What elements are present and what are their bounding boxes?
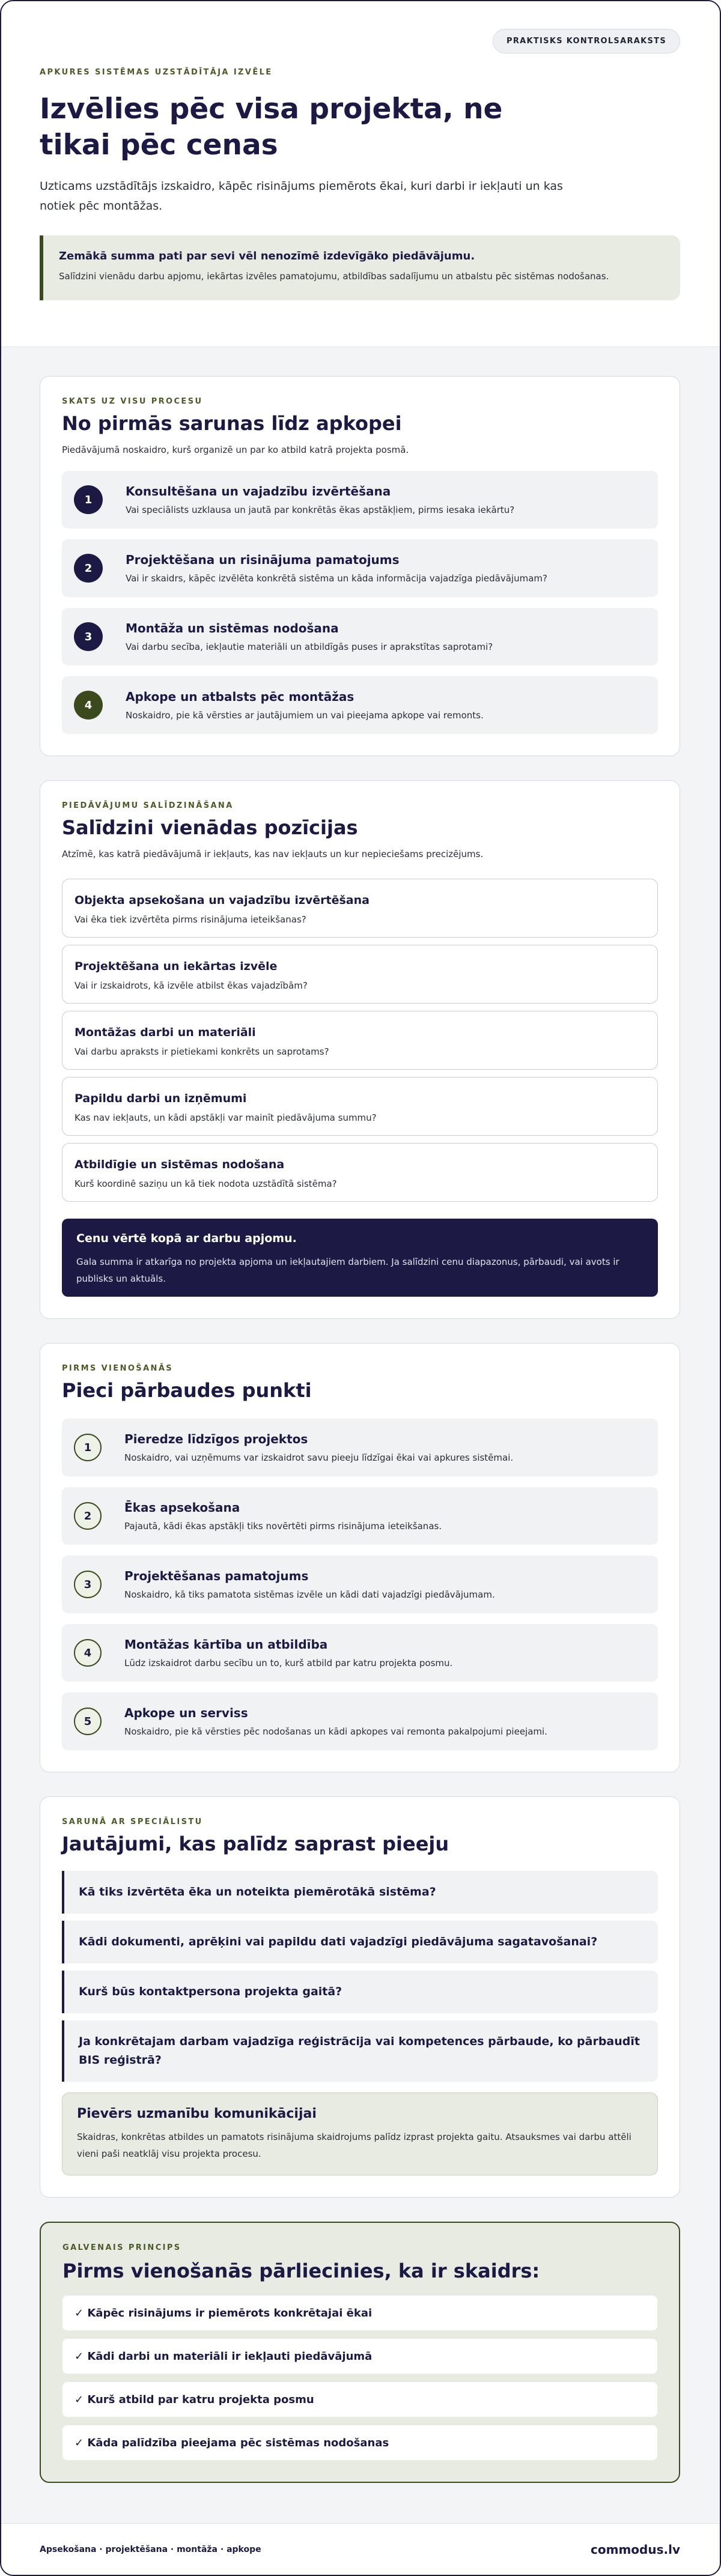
compare-item-desc: Kas nav iekļauts, un kādi apstākļi var mainīt piedāvājuma summu? bbox=[75, 1112, 377, 1123]
step-title: Konsultēšana un vajadzību izvērtēšana bbox=[126, 484, 391, 499]
questions-card bbox=[40, 1796, 680, 2198]
check-number: 5 bbox=[74, 1708, 102, 1735]
check-title: Montāžas kārtība un atbildība bbox=[124, 1637, 328, 1652]
check-item bbox=[62, 1693, 658, 1750]
compare-title: Salīdzini vienādas pozīcijas bbox=[62, 816, 358, 839]
question-item: Ja konkrētajam darbam vajadzīga reģistrācija vai kompetences pārbaude, ko pārbaudīt BIS reģistrā? bbox=[62, 2020, 658, 2082]
checks-card bbox=[40, 1343, 680, 1772]
process-step bbox=[62, 608, 658, 665]
compare-item bbox=[62, 1143, 658, 1202]
price-note-box bbox=[62, 1219, 658, 1297]
footer-tagline: Apsekošana · projektēšana · montāža · apkope bbox=[40, 2544, 261, 2554]
check-number: 1 bbox=[74, 1434, 102, 1461]
check-desc: Lūdz izskaidrot darbu secību un to, kurš atbild par katru projekta posmu. bbox=[124, 1658, 453, 1668]
step-number: 3 bbox=[74, 622, 103, 651]
step-number: 1 bbox=[74, 485, 103, 514]
compare-subtitle: Atzīmē, kas katrā piedāvājumā ir iekļauts, kas nav iekļauts un kur nepieciešams precizējums. bbox=[62, 849, 484, 859]
footer bbox=[1, 2523, 720, 2575]
check-number: 3 bbox=[74, 1571, 102, 1598]
compare-item-title: Projektēšana un iekārtas izvēle bbox=[75, 960, 278, 973]
step-number: 4 bbox=[74, 691, 103, 720]
process-step bbox=[62, 539, 658, 597]
check-title: Projektēšanas pamatojums bbox=[124, 1569, 309, 1583]
process-card bbox=[40, 376, 680, 756]
price-note-text: Gala summa ir atkarīga no projekta apjoma un iekļautajiem darbiem. Ja salīdzini cenu diapazonus, pārbaudi, vai avots ir publisks un aktuāls. bbox=[76, 1256, 619, 1284]
step-title: Montāža un sistēmas nodošana bbox=[126, 621, 339, 635]
compare-item-title: Atbildīgie un sistēmas nodošana bbox=[75, 1158, 285, 1171]
questions-title: Jautājumi, kas palīdz saprast pieeju bbox=[62, 1832, 449, 1855]
step-desc: Vai darbu secība, iekļautie materiāli un atbildīgās puses ir aprakstītas saprotami? bbox=[126, 641, 493, 652]
compare-item-desc: Vai ēka tiek izvērtēta pirms risinājuma ieteikšanas? bbox=[75, 914, 306, 925]
checks-title: Pieci pārbaudes punkti bbox=[62, 1379, 312, 1402]
questions-eyebrow: SARUNĀ AR SPECIĀLISTU bbox=[62, 1817, 203, 1826]
checklist-badge: PRAKTISKS KONTROLSARAKSTS bbox=[493, 29, 680, 53]
hero-section bbox=[1, 1, 720, 347]
check-desc: Noskaidro, kā tiks pamatota sistēmas izvēle un kādi dati vajadzīgi piedāvājumam. bbox=[124, 1589, 495, 1600]
callout-title: Zemākā summa pati par sevi vēl nenozīmē izdevīgāko piedāvājumu. bbox=[59, 250, 475, 262]
process-step bbox=[62, 471, 658, 529]
compare-item-title: Papildu darbi un izņēmumi bbox=[75, 1092, 247, 1105]
process-eyebrow: SKATS UZ VISU PROCESU bbox=[62, 397, 203, 406]
step-desc: Vai speciālists uzklausa un jautā par konkrētās ēkas apstākļiem, pirms iesaka iekārtu? bbox=[126, 505, 515, 515]
hero-eyebrow: APKURES SISTĒMAS UZSTĀDĪTĀJA IZVĒLE bbox=[40, 68, 273, 77]
check-item bbox=[62, 1556, 658, 1613]
compare-item bbox=[62, 1011, 658, 1070]
principle-card bbox=[40, 2222, 680, 2483]
process-title: No pirmās sarunas līdz apkopei bbox=[62, 412, 402, 435]
check-number: 4 bbox=[74, 1639, 102, 1667]
footer-brand-link[interactable]: commodus.lv bbox=[591, 2542, 680, 2557]
compare-item bbox=[62, 1077, 658, 1136]
check-title: Ēkas apsekošana bbox=[124, 1500, 240, 1515]
check-desc: Noskaidro, pie kā vērsties pēc nodošanas un kādi apkopes vai remonta pakalpojumi pieejami. bbox=[124, 1726, 547, 1737]
compare-eyebrow: PIEDĀVĀJUMU SALĪDZINĀŠANA bbox=[62, 801, 234, 810]
check-item bbox=[62, 1624, 658, 1682]
compare-item-desc: Vai ir izskaidrots, kā izvēle atbilst ēkas vajadzībām? bbox=[75, 980, 308, 991]
note-title: Pievērs uzmanību komunikācijai bbox=[77, 2106, 317, 2121]
check-item bbox=[62, 1487, 658, 1545]
callout-text: Salīdzini vienādu darbu apjomu, iekārtas izvēles pamatojumu, atbildības sadalījumu un atbalstu pēc sistēmas nodošanas. bbox=[59, 271, 609, 282]
compare-item-desc: Kurš koordinē saziņu un kā tiek nodota uzstādītā sistēma? bbox=[75, 1178, 337, 1189]
question-item: Kurš būs kontaktpersona projekta gaitā? bbox=[62, 1971, 658, 2013]
note-text: Skaidras, konkrētas atbildes un pamatots risinājuma skaidrojums palīdz izprast projekta gaitu. Atsauksmes vai darbu attēli vieni paši neatklāj visu projekta procesu. bbox=[77, 2132, 631, 2159]
check-title: Pieredze līdzīgos projektos bbox=[124, 1432, 308, 1446]
check-item bbox=[62, 1419, 658, 1476]
check-number: 2 bbox=[74, 1502, 102, 1530]
step-title: Projektēšana un risinājuma pamatojums bbox=[126, 553, 400, 567]
hero-lead: Uzticams uzstādītājs izskaidro, kāpēc risinājums piemērots ēkai, kuri darbi ir iekļauti un kas notiek pēc montāžas. bbox=[40, 180, 563, 213]
step-number: 2 bbox=[74, 554, 103, 583]
compare-card bbox=[40, 780, 680, 1319]
principle-eyebrow: GALVENAIS PRINCIPS bbox=[62, 2243, 181, 2252]
price-note-title: Cenu vērtē kopā ar darbu apjomu. bbox=[76, 1232, 297, 1245]
check-desc: Noskaidro, vai uzņēmums var izskaidrot savu pieeju līdzīgai ēkai vai apkures sistēmai. bbox=[124, 1452, 514, 1463]
check-title: Apkope un serviss bbox=[124, 1706, 248, 1720]
step-desc: Vai ir skaidrs, kāpēc izvēlēta konkrētā sistēma un kāda informācija vajadzīga piedāvājumam? bbox=[126, 573, 547, 584]
hero-callout bbox=[40, 235, 680, 300]
compare-item-title: Objekta apsekošana un vajadzību izvērtēšana bbox=[75, 894, 370, 907]
question-item: Kādi dokumenti, aprēķini vai papildu dati vajadzīgi piedāvājuma sagatavošanai? bbox=[62, 1921, 658, 1963]
check-desc: Pajautā, kādi ēkas apstākļi tiks novērtēti pirms risinājuma ieteikšanas. bbox=[124, 1521, 442, 1532]
compare-item-title: Montāžas darbi un materiāli bbox=[75, 1026, 256, 1039]
principle-item: ✓ Kāpēc risinājums ir piemērots konkrētajai ēkai bbox=[62, 2296, 657, 2330]
compare-item bbox=[62, 945, 658, 1004]
principle-title: Pirms vienošanās pārliecinies, ka ir skaidrs: bbox=[62, 2259, 540, 2282]
process-step bbox=[62, 676, 658, 734]
checks-eyebrow: PIRMS VIENOŠANĀS bbox=[62, 1364, 174, 1373]
page-title: Izvēlies pēc visa projekta, ne tikai pēc cenas bbox=[40, 92, 503, 162]
principle-item: ✓ Kādi darbi un materiāli ir iekļauti piedāvājumā bbox=[62, 2339, 657, 2374]
step-title: Apkope un atbalsts pēc montāžas bbox=[126, 689, 354, 704]
communication-note bbox=[62, 2093, 658, 2175]
compare-item bbox=[62, 879, 658, 938]
compare-item-desc: Vai darbu apraksts ir pietiekami konkrēts un saprotams? bbox=[75, 1046, 329, 1057]
question-item: Kā tiks izvērtēta ēka un noteikta piemērotākā sistēma? bbox=[62, 1871, 658, 1914]
principle-item: ✓ Kurš atbild par katru projekta posmu bbox=[62, 2382, 657, 2417]
process-subtitle: Piedāvājumā noskaidro, kurš organizē un par ko atbild katrā projekta posmā. bbox=[62, 444, 409, 455]
principle-item: ✓ Kāda palīdzība pieejama pēc sistēmas nodošanas bbox=[62, 2425, 657, 2460]
step-desc: Noskaidro, pie kā vērsties ar jautājumiem un vai pieejama apkope vai remonts. bbox=[126, 710, 484, 721]
